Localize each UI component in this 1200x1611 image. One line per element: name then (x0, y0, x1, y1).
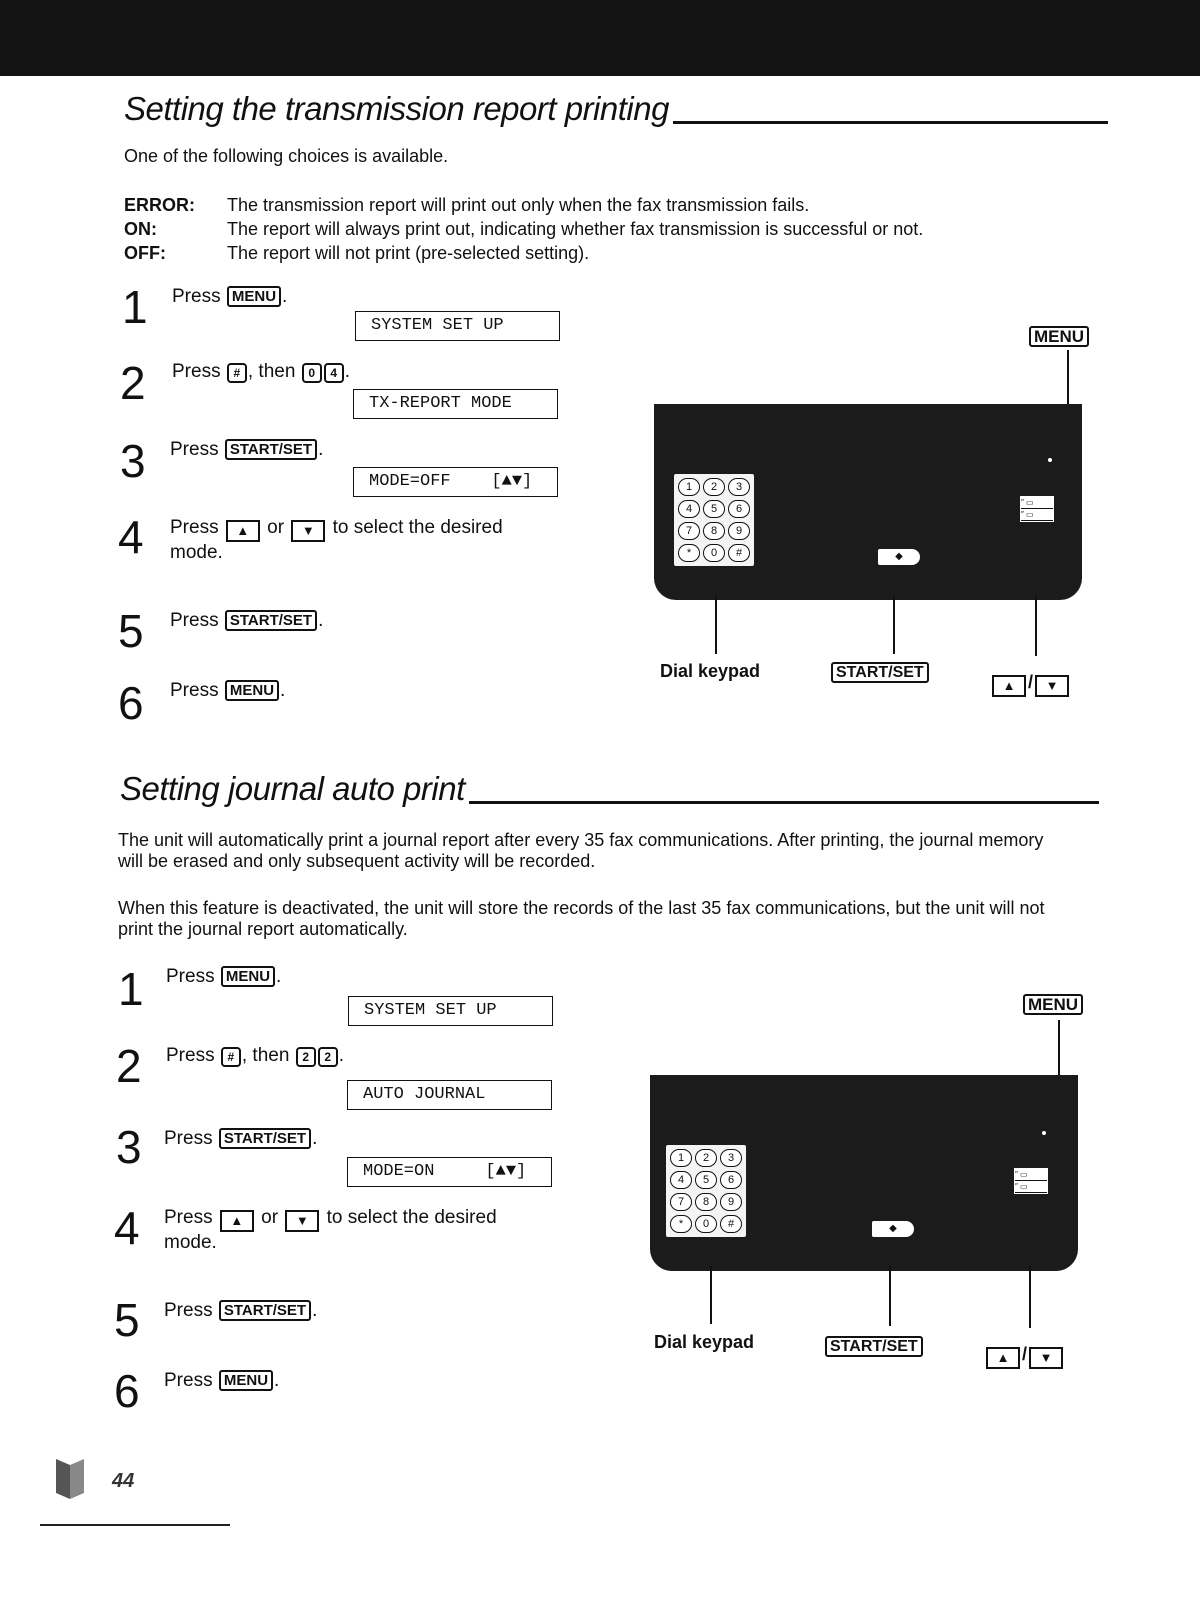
callout-line (1035, 596, 1037, 656)
lcd-display: SYSTEM SET UP (355, 311, 560, 341)
step-number: 5 (114, 1294, 140, 1346)
journal-para-2: When this feature is deactivated, the unit will store the records of the last 35 fax communications, but the unit will not print the journal report automatically. (118, 898, 1045, 939)
step-5-text: Press START/SET . (170, 610, 324, 631)
dial-keypad-label: Dial keypad (654, 1332, 755, 1352)
section-title-journal: Setting journal auto print (120, 770, 1099, 808)
dial-keypad: 1 2 3 4 5 6 7 8 9 * 0 # (666, 1145, 746, 1237)
menu-key: MENU (225, 680, 279, 701)
up-down-buttons-icon: ″ ▭ ″ ▭ (1014, 1168, 1048, 1194)
up-arrow-key-icon: ▲ (992, 675, 1026, 697)
start-set-key: START/SET (219, 1300, 311, 1321)
lcd-display: MODE=OFF [▲▼] (353, 467, 558, 497)
start-set-button-icon: ◆ (872, 1221, 914, 1237)
lcd-display: AUTO JOURNAL (347, 1080, 552, 1110)
digit-key: 2 (296, 1047, 316, 1067)
diagram-menu-label: MENU (1028, 326, 1090, 348)
digit-key: 0 (302, 363, 322, 383)
start-set-button-icon: ◆ (878, 549, 920, 565)
indicator-dot (1042, 1131, 1046, 1135)
start-set-label: START/SET (824, 1336, 924, 1357)
page-number: 44 (112, 1470, 135, 1492)
definition-on: ON: The report will always print out, indicating whether fax transmission is successful or not. (124, 219, 924, 239)
up-arrow-key-icon: ▲ (226, 520, 260, 542)
callout-line (1029, 1266, 1031, 1328)
step-2-text: Press # , then 2 2 . (166, 1045, 344, 1066)
diagram-menu-label: MENU (1022, 994, 1084, 1016)
step-number: 6 (114, 1365, 140, 1417)
step-4-text: Press ▲ or ▼ to select the desired mode. (170, 517, 503, 563)
definition-list (124, 193, 923, 265)
up-down-label: ▲ / ▼ (984, 1344, 1065, 1369)
step-number: 3 (116, 1121, 142, 1173)
callout-line (1067, 350, 1069, 412)
step-number: 1 (118, 963, 144, 1015)
step-number: 2 (120, 357, 146, 409)
step-1-text: Press MENU . (166, 966, 282, 987)
menu-key: MENU (227, 286, 281, 307)
callout-line (889, 1266, 891, 1326)
step-3-text: Press START/SET . (170, 439, 324, 460)
callout-line (715, 596, 717, 654)
dial-keypad: 1 2 3 4 5 6 7 8 9 * 0 # (674, 474, 754, 566)
up-arrow-key-icon: ▲ (986, 1347, 1020, 1369)
footer-rule (40, 1524, 230, 1526)
header-bar (0, 0, 1200, 76)
step-number: 4 (114, 1202, 140, 1254)
hash-key: # (221, 1047, 241, 1067)
dial-keypad-label: Dial keypad (660, 661, 761, 681)
callout-line (1058, 1020, 1060, 1080)
lcd-display: SYSTEM SET UP (348, 996, 553, 1026)
step-number: 4 (118, 511, 144, 563)
journal-para-1: The unit will automatically print a journal report after every 35 fax communications. After printing, the journal memory will be erased and only subsequent activity will be recorded. (118, 830, 1044, 871)
step-1-text: Press MENU . (172, 286, 288, 307)
callout-line (710, 1266, 712, 1324)
down-arrow-key-icon: ▼ (285, 1210, 319, 1232)
menu-key: MENU (221, 966, 275, 987)
step-number: 2 (116, 1040, 142, 1092)
digit-key: 2 (318, 1047, 338, 1067)
lcd-display: TX-REPORT MODE (353, 389, 558, 419)
fax-control-panel (650, 1075, 1078, 1271)
digit-key: 4 (324, 363, 344, 383)
step-number: 3 (120, 435, 146, 487)
fax-control-panel (654, 404, 1082, 600)
step-2-text: Press # , then 0 4 . (172, 361, 350, 382)
hash-key: # (227, 363, 247, 383)
step-5-text: Press START/SET . (164, 1300, 318, 1321)
step-number: 1 (122, 281, 148, 333)
start-set-key: START/SET (225, 439, 317, 460)
indicator-dot (1048, 458, 1052, 462)
start-set-key: START/SET (225, 610, 317, 631)
step-4-text: Press ▲ or ▼ to select the desired mode. (164, 1207, 497, 1253)
definition-off: OFF: The report will not print (pre-selected setting). (124, 243, 590, 263)
section-title-tx-report: Setting the transmission report printing (124, 90, 1108, 128)
page-corner-icon (50, 1455, 90, 1503)
down-arrow-key-icon: ▼ (1029, 1347, 1063, 1369)
step-3-text: Press START/SET . (164, 1128, 318, 1149)
up-down-label: ▲ / ▼ (990, 672, 1071, 697)
down-arrow-key-icon: ▼ (291, 520, 325, 542)
step-6-text: Press MENU . (170, 680, 286, 701)
menu-key: MENU (219, 1370, 273, 1391)
step-number: 6 (118, 677, 144, 729)
start-set-label: START/SET (830, 662, 930, 683)
lcd-display: MODE=ON [▲▼] (347, 1157, 552, 1187)
up-arrow-key-icon: ▲ (220, 1210, 254, 1232)
intro-text: One of the following choices is available. (124, 146, 449, 166)
callout-line (893, 596, 895, 654)
step-6-text: Press MENU . (164, 1370, 280, 1391)
step-number: 5 (118, 605, 144, 657)
down-arrow-key-icon: ▼ (1035, 675, 1069, 697)
start-set-key: START/SET (219, 1128, 311, 1149)
up-down-buttons-icon: ″ ▭ ″ ▭ (1020, 496, 1054, 522)
definition-error: ERROR: The transmission report will print out only when the fax transmission fails. (124, 195, 810, 215)
